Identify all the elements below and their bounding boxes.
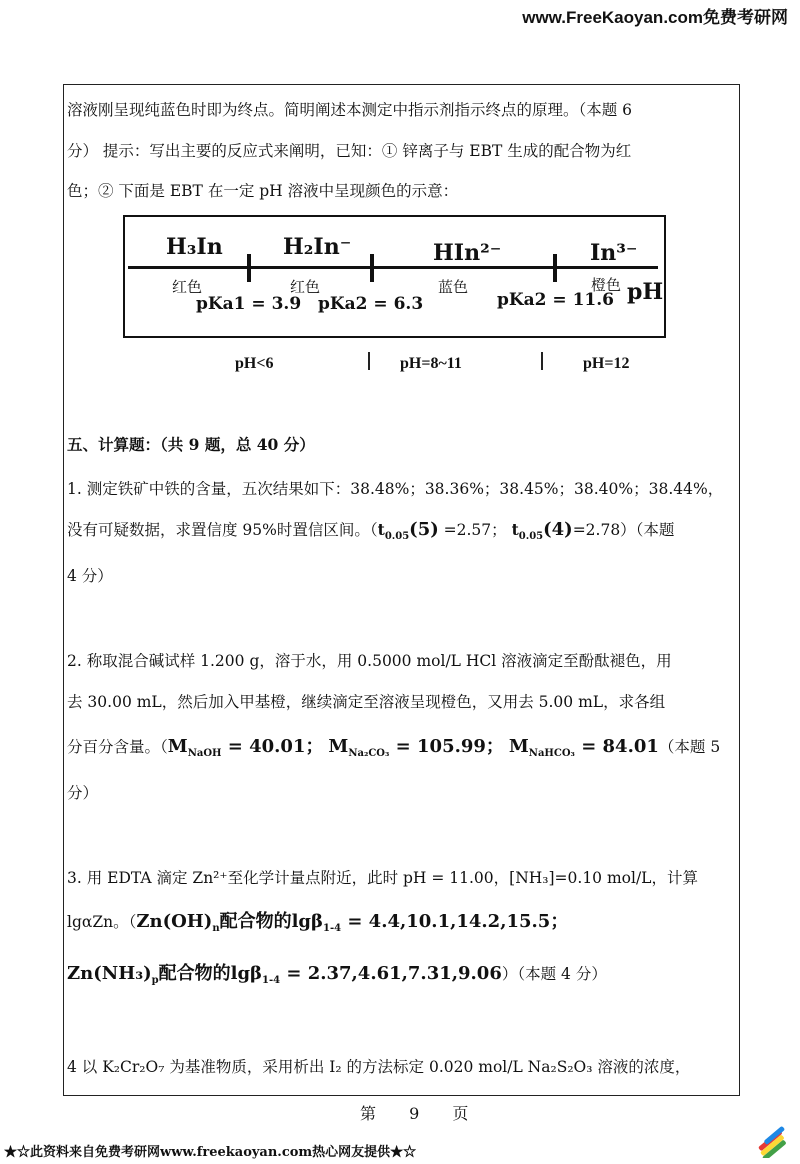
m-symbol-3: M <box>508 736 529 757</box>
q3-line1: 3. 用 EDTA 滴定 Zn²⁺至化学计量点附近，此时 pH = 11.00，[NH₃]=0.10 mol/L，计算 <box>67 869 698 887</box>
t-value-5: =2.57； <box>438 521 512 539</box>
beta-sub-2: 1-4 <box>262 975 281 986</box>
t-dof-4: (4) <box>543 519 573 540</box>
color-label-1: 红色 <box>172 278 203 296</box>
color-label-4: 橙色 <box>591 276 622 294</box>
footer-note[interactable]: ★☆此资料来自免费考研网www.freekaoyan.com热心网友提供★☆ <box>4 1145 417 1160</box>
t-sub-2: 0.05 <box>518 531 544 542</box>
q3-line2 <box>67 912 735 939</box>
zn-nh3-sub: p <box>151 975 159 986</box>
q4-cont-line2: 分） 提示：写出主要的反应式来阐明，已知：① 锌离子与 EBT 生成的配合物为红 <box>67 142 632 160</box>
oh-beta-values: = 4.4,10.1,14.2,15.5； <box>341 911 569 932</box>
m-value-naoh: = 40.01； <box>221 736 324 757</box>
ph-range-2: pH=8~11 <box>400 355 462 372</box>
ph-separator-1 <box>368 352 370 370</box>
q2-text-a: 分百分含量。（ <box>67 738 168 756</box>
pka1-tick <box>247 254 251 282</box>
m-value-nahco3: = 84.01 <box>574 736 659 757</box>
q2-line4: 分） <box>67 784 99 802</box>
nh3-beta-values: = 2.37,4.61,7.31,9.06 <box>280 963 502 984</box>
species-in: In³⁻ <box>590 240 638 266</box>
site-logo-icon <box>752 1120 790 1158</box>
t-value-4: =2.78）（本题 <box>572 521 675 539</box>
pka2-label: pKa2 = 6.3 <box>318 294 424 314</box>
ph-range-3: pH=12 <box>583 355 630 372</box>
pka1-label: pKa1 = 3.9 <box>196 294 302 314</box>
q1-text-a: 没有可疑数据，求置信度 95%时置信区间。（ <box>67 521 378 539</box>
axis-ph-label: pH <box>627 279 664 305</box>
q3-text-a: lgαZn。（ <box>67 913 137 931</box>
q4-cont-line1: 溶液刚呈现纯蓝色时即为终点。简明阐述本测定中指示剂指示终点的原理。（本题 6 <box>67 101 633 119</box>
beta-sub-1: 1-4 <box>322 923 342 934</box>
q2-line2: 去 30.00 mL，然后加入甲基橙，继续滴定至溶液呈现橙色，又用去 5.00 mL，求各组 <box>67 693 666 711</box>
q2-line1: 2. 称取混合碱试样 1.200 g，溶于水，用 0.5000 mol/L HCl 溶液滴定至酚酞褪色，用 <box>67 652 672 670</box>
ph-separator-2 <box>541 352 543 370</box>
m-symbol-1: M <box>167 736 188 757</box>
q3-line3 <box>67 964 735 991</box>
ph-range-1: pH<6 <box>235 355 274 372</box>
beta-text-1: 配合物的lgβ <box>219 911 323 932</box>
m-symbol-2: M <box>328 736 349 757</box>
q1-line2 <box>67 520 735 547</box>
ph-axis <box>128 266 658 269</box>
species-h3in: H₃In <box>166 234 223 260</box>
zn-nh3-formula: Zn(NH₃) <box>67 963 152 984</box>
zn-oh-formula: Zn(OH) <box>136 911 213 932</box>
q4-cont-line3: 色；② 下面是 EBT 在一定 pH 溶液中呈现颜色的示意： <box>67 182 459 200</box>
q4-line1: 4 以 K₂Cr₂O₇ 为基准物质，采用析出 I₂ 的方法标定 0.020 mol/L Na₂S₂O₃ 溶液的浓度， <box>67 1058 691 1076</box>
color-label-2: 红色 <box>290 278 321 296</box>
q2-line3 <box>67 737 735 764</box>
t-dof-5: (5) <box>409 519 439 540</box>
m-sub-naoh: NaOH <box>187 748 222 759</box>
m-value-na2co3: = 105.99； <box>389 736 504 757</box>
beta-text-2: 配合物的lgβ <box>158 963 262 984</box>
zn-oh-sub: n <box>212 923 220 934</box>
pka3-tick <box>553 254 557 282</box>
q1-line3: 4 分） <box>67 567 113 585</box>
pka3-label: pKa2 = 11.6 <box>497 290 614 310</box>
t-symbol-2: t <box>511 520 519 539</box>
site-url[interactable]: www.FreeKaoyan.com免费考研网 <box>522 8 788 27</box>
q2-tail: （本题 5 <box>658 738 721 756</box>
q3-tail: ）（本题 4 分） <box>501 965 607 983</box>
pka2-tick <box>370 254 374 282</box>
m-sub-nahco3: NaHCO₃ <box>528 748 575 759</box>
color-label-3: 蓝色 <box>438 278 469 296</box>
section5-title: 五、计算题：（共 9 题，总 40 分） <box>67 435 315 454</box>
page-number: 第 9 页 <box>360 1104 483 1123</box>
m-sub-na2co3: Na₂CO₃ <box>348 748 390 759</box>
t-symbol-1: t <box>377 520 385 539</box>
t-sub-1: 0.05 <box>384 531 410 542</box>
species-hin: HIn²⁻ <box>433 240 502 266</box>
species-h2in: H₂In⁻ <box>283 234 352 260</box>
q1-line1: 1. 测定铁矿中铁的含量，五次结果如下：38.48%；38.36%；38.45%；38.40%；38.44%， <box>67 480 724 498</box>
